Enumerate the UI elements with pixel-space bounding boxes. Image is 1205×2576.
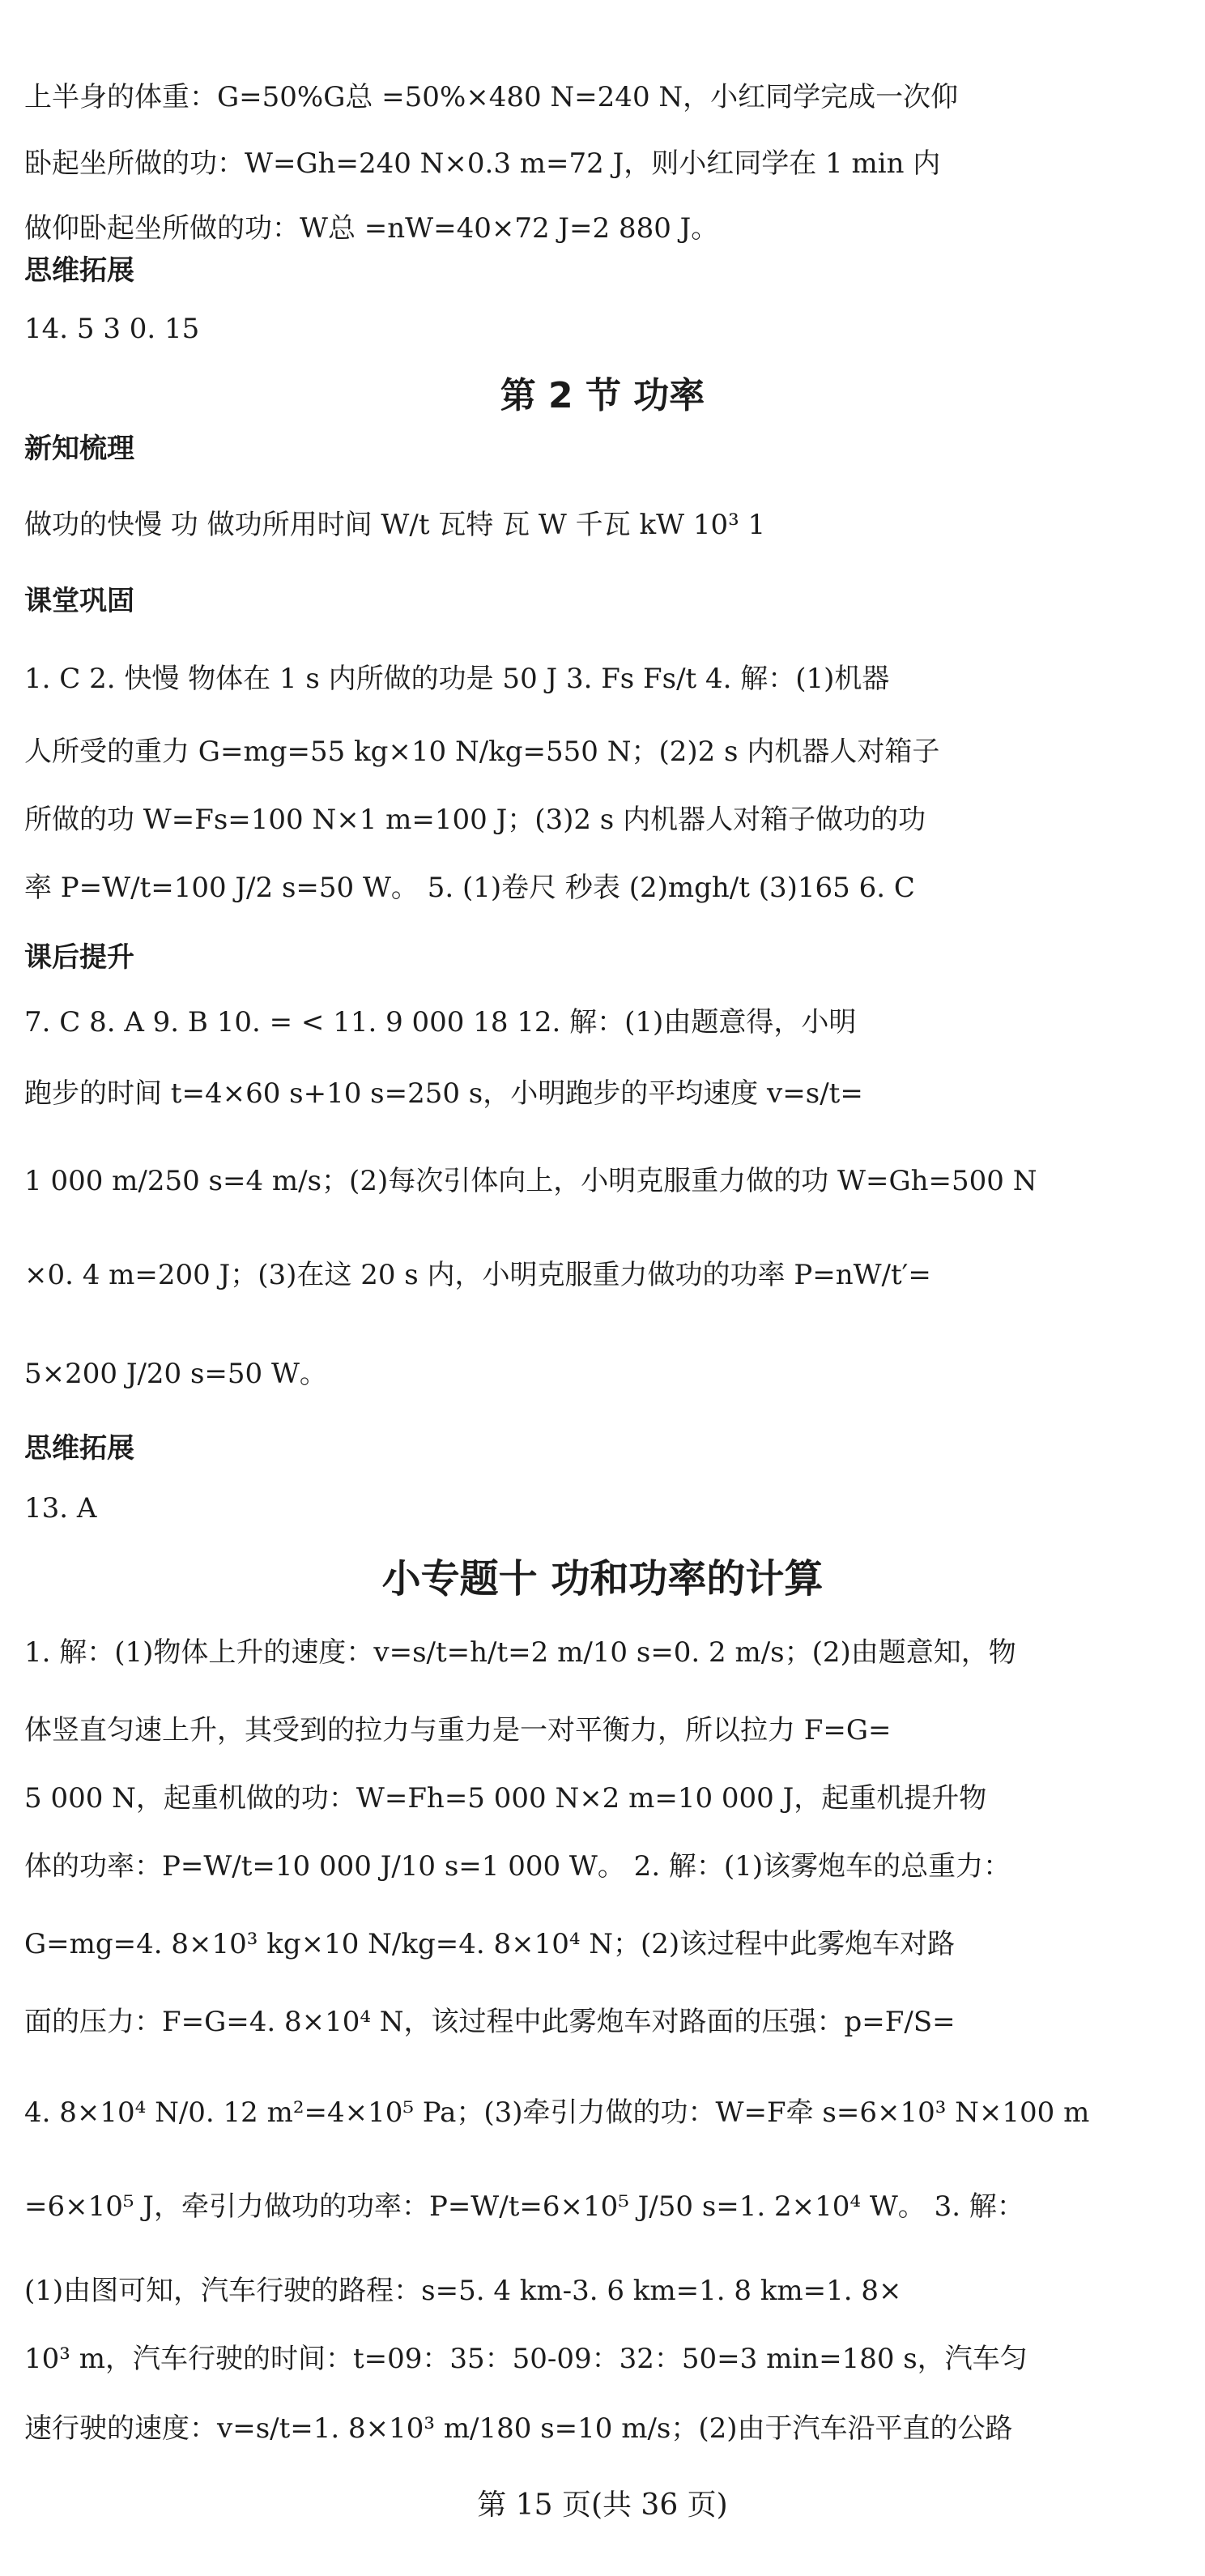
page-footer: 第 15 页(共 36 页)	[477, 2489, 728, 2522]
answer-line: 5×200 J/20 s=50 W。	[24, 1358, 327, 1390]
text-line: 卧起坐所做的功：W=Gh=240 N×0.3 m=72 J，则小红同学在 1 min 内	[24, 147, 941, 180]
topic-title: 小专题十 功和功率的计算	[381, 1556, 824, 1601]
answer-line: 体的功率：P=W/t=10 000 J/10 s=1 000 W。 2. 解：(1)该雾炮车的总重力：	[24, 1850, 1011, 1883]
answer-line: =6×10⁵ J，牵引力做功的功率：P=W/t=6×10⁵ J/50 s=1. 2×10⁴ W。 3. 解：	[24, 2190, 1024, 2223]
answer-line: 14. 5 3 0. 15	[24, 313, 200, 345]
answer-line: ×0. 4 m=200 J；(3)在这 20 s 内，小明克服重力做功的功率 P=nW/t′=	[24, 1259, 931, 1291]
answer-line: 率 P=W/t=100 J/2 s=50 W。 5. (1)卷尺 秒表 (2)mgh/t (3)165 6. C	[24, 872, 915, 904]
answer-line: 13. A	[24, 1492, 97, 1525]
answer-line: 面的压力：F=G=4. 8×10⁴ N，该过程中此雾炮车对路面的压强：p=F/S=	[24, 2006, 956, 2038]
answer-line: 4. 8×10⁴ N/0. 12 m²=4×10⁵ Pa；(3)牵引力做的功：W=F牵 s=6×10³ N×100 m	[24, 2096, 1090, 2129]
answer-line: 速行驶的速度：v=s/t=1. 8×10³ m/180 s=10 m/s；(2)由于汽车沿平直的公路	[24, 2412, 1013, 2445]
section-title: 第 2 节 功率	[500, 375, 705, 416]
answer-line: 7. C 8. A 9. B 10. = < 11. 9 000 18 12. 解：(1)由题意得，小明	[24, 1006, 857, 1039]
answer-line: 5 000 N，起重机做的功：W=Fh=5 000 N×2 m=10 000 J，起重机提升物	[24, 1782, 987, 1815]
section-heading: 新知梳理	[24, 433, 134, 465]
answer-line: G=mg=4. 8×10³ kg×10 N/kg=4. 8×10⁴ N；(2)该过程中此雾炮车对路	[24, 1928, 956, 1960]
text-line: 上半身的体重：G=50%G总 =50%×480 N=240 N，小红同学完成一次仰	[24, 81, 959, 113]
answer-line: 做功的快慢 功 做功所用时间 W/t 瓦特 瓦 W 千瓦 kW 10³ 1	[24, 509, 766, 541]
answer-line: 10³ m，汽车行驶的时间：t=09：35：50-09：32：50=3 min=180 s，汽车匀	[24, 2343, 1028, 2375]
section-heading: 思维拓展	[24, 1432, 134, 1465]
answer-line: 1 000 m/250 s=4 m/s；(2)每次引体向上，小明克服重力做的功 W=Gh=500 N	[24, 1165, 1037, 1197]
answer-line: 1. 解：(1)物体上升的速度：v=s/t=h/t=2 m/10 s=0. 2 m/s；(2)由题意知，物	[24, 1636, 1016, 1669]
answer-line: 所做的功 W=Fs=100 N×1 m=100 J；(3)2 s 内机器人对箱子做功的功	[24, 804, 926, 836]
answer-line: (1)由图可知，汽车行驶的路程：s=5. 4 km-3. 6 km=1. 8 km=1. 8×	[24, 2275, 902, 2307]
section-heading: 课后提升	[24, 941, 134, 974]
answer-line: 跑步的时间 t=4×60 s+10 s=250 s，小明跑步的平均速度 v=s/t=	[24, 1077, 863, 1110]
answer-line: 人所受的重力 G=mg=55 kg×10 N/kg=550 N；(2)2 s 内机器人对箱子	[24, 736, 940, 768]
section-heading: 思维拓展	[24, 254, 134, 287]
section-heading: 课堂巩固	[24, 585, 134, 617]
answer-line: 1. C 2. 快慢 物体在 1 s 内所做的功是 50 J 3. Fs Fs/t 4. 解：(1)机器	[24, 663, 890, 695]
answer-line: 体竖直匀速上升，其受到的拉力与重力是一对平衡力，所以拉力 F=G=	[24, 1714, 892, 1746]
text-line: 做仰卧起坐所做的功：W总 =nW=40×72 J=2 880 J。	[24, 212, 719, 245]
